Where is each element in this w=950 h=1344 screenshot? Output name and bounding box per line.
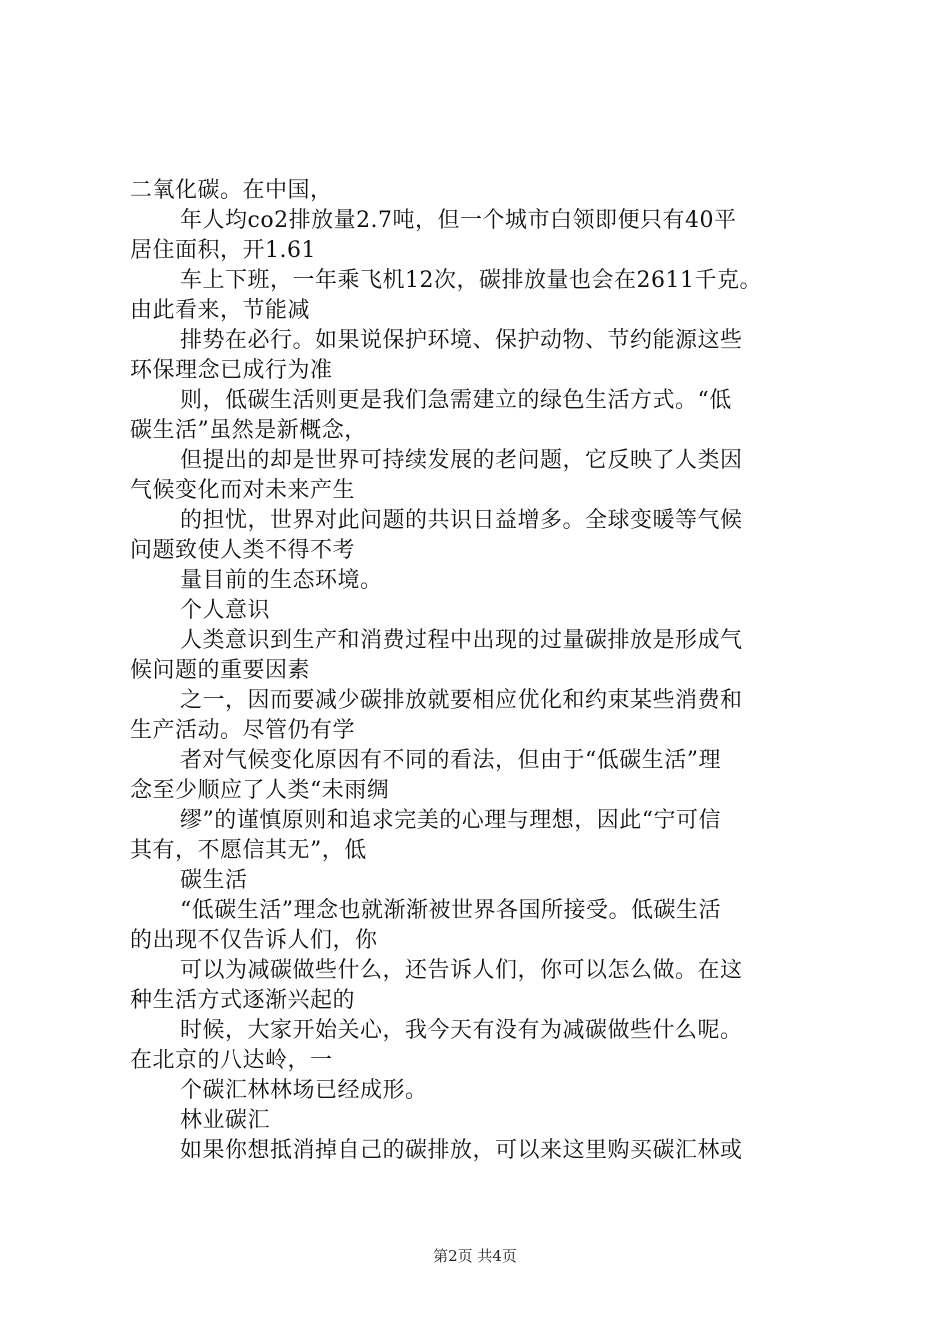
text-line: 人类意识到生产和消费过程中出现的过量碳排放是形成气 [180,628,743,653]
document-body [130,176,850,1166]
section-heading: 碳生活 [180,868,248,893]
section-heading: 个人意识 [180,598,271,623]
text-line: 环保理念已成行为准 [130,358,333,383]
text-line: 则，低碳生活则更是我们急需建立的绿色生活方式。“低 [180,388,732,413]
text-line: 气候变化而对未来产生 [130,478,356,503]
text-line: 排势在必行。如果说保护环境、保护动物、节约能源这些 [180,328,743,353]
text-line: 二氧化碳。在中国， [130,178,333,203]
text-line: 之一，因而要减少碳排放就要相应优化和约束某些消费和 [180,688,743,713]
text-line: 缪”的谨慎原则和追求完美的心理与理想，因此“宁可信 [180,808,721,833]
text-line: 在北京的八达岭，一 [130,1048,333,1073]
text-line: 生产活动。尽管仍有学 [130,718,356,743]
text-line: 时候，大家开始关心，我今天有没有为减碳做些什么呢。 [180,1018,743,1043]
text-line: 可以为减碳做些什么，还告诉人们，你可以怎么做。在这 [180,958,743,983]
text-line: 年人均co2排放量2.7吨，但一个城市白领即便只有40平 [180,208,737,233]
text-line: 念至少顺应了人类“未雨绸 [130,778,390,803]
text-line: 种生活方式逐渐兴起的 [130,988,356,1013]
text-line: 由此看来，节能减 [130,298,311,323]
text-line: 其有，不愿信其无”，低 [130,838,367,863]
text-line: 但提出的却是世界可持续发展的老问题，它反映了人类因 [180,448,743,473]
text-line: 的出现不仅告诉人们，你 [130,928,378,953]
page-number-footer: 第2页 共4页 [433,1247,517,1265]
text-line: 候问题的重要因素 [130,658,311,683]
text-line: “低碳生活”理念也就渐渐被世界各国所接受。低碳生活 [180,898,721,923]
text-line: 如果你想抵消掉自己的碳排放，可以来这里购买碳汇林或 [180,1138,743,1163]
section-heading: 林业碳汇 [180,1108,271,1133]
text-line: 碳生活”虽然是新概念， [130,418,367,443]
text-line: 个碳汇林林场已经成形。 [180,1078,428,1103]
text-line: 居住面积，开1.61 [130,238,316,263]
text-line: 问题致使人类不得不考 [130,538,356,563]
text-line: 的担忧，世界对此问题的共识日益增多。全球变暖等气候 [180,508,743,533]
text-line: 量目前的生态环境。 [180,568,383,593]
text-line: 车上下班，一年乘飞机12次，碳排放量也会在2611千克。 [180,268,762,293]
text-line: 者对气候变化原因有不同的看法，但由于“低碳生活”理 [180,748,721,773]
